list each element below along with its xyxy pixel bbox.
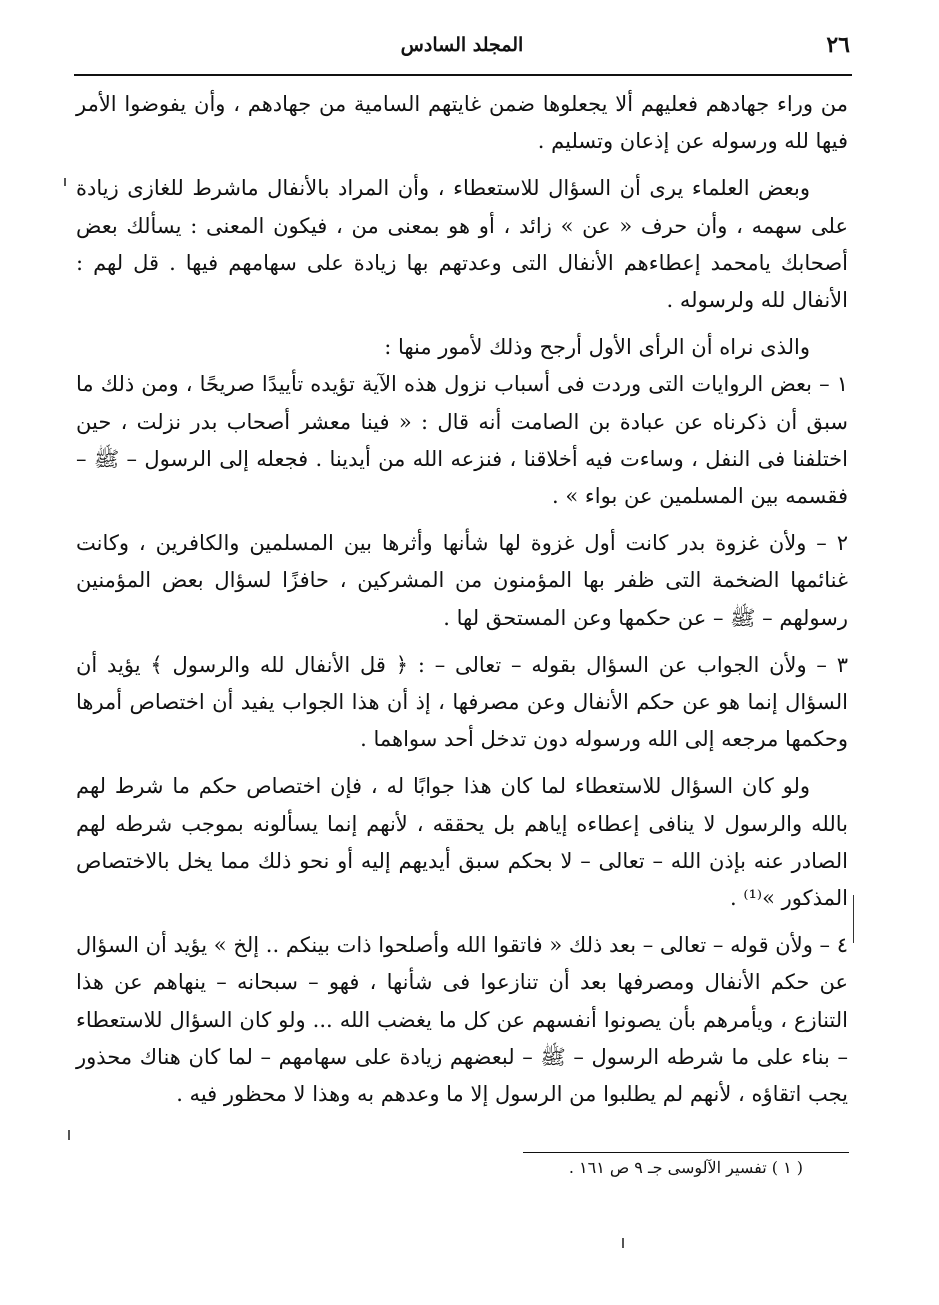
paragraph-reason-3: ٣ – ولأن الجواب عن السؤال بقوله – تعالى – : ﴿ قل الأنفال لله والرسول ﴾ يؤيد أن السؤال إنما هو عن حكم الأنفال وعن مصرفها ، إذ أن هذا الجواب يفيد أن اختصاص أمرها وحكمها مرجعه إلى الله ورسوله دون تدخل أحد سواهما . <box>76 652 848 752</box>
paragraph-preferred-view: والذى نراه أن الرأى الأول أرجح وذلك لأمور منها : <box>384 335 810 360</box>
paragraph-reason-4: ٤ – ولأن قوله – تعالى – بعد ذلك « فاتقوا الله وأصلحوا ذات بينكم .. إلخ » يؤيد أن السؤال عن حكم الأنفال ومصرفها بعد أن تنازعوا فى شأنها ، فهو – سبحانه – ينهاهم عن هذا التنازع ، ويأمرهم بأن يصونوا أنفسهم عن كل ما يغضب الله ... ولو كان السؤال للاستعطاء – بناء على ما شرطه الرسول – ﷺ – لبعضهم زيادة على سهامهم – لما كان هناك محذور يجب اتقاؤه ، لأنهم لم يطلبوا من الرسول إلا ما وعدهم به وهذا لا محظور فيه . <box>76 933 848 1107</box>
paragraph-scholars-view: وبعض العلماء يرى أن السؤال للاستعطاء ، وأن المراد بالأنفال ماشرط للغازى زيادة على سهمه ، وأن حرف « عن » زائد ، أو هو بمعنى من ، فيكون المعنى : يسألك بعض أصحابك يامحمد إعطاءهم الأنفال التى وعدتهم بها زيادة على سهامهم فيها . قل لهم : الأنفال لله ولرسوله . <box>76 176 848 313</box>
header-rule <box>74 74 852 76</box>
paragraph-gap <box>76 917 848 927</box>
paragraph-gap <box>76 637 848 647</box>
footnote: ( ١ ) تفسير الآلوسى جـ ٩ ص ١٦١ . <box>568 1158 803 1177</box>
margin-mark <box>853 895 854 943</box>
paragraph-reason-1: ١ – بعض الروايات التى وردت فى أسباب نزول هذه الآية تؤيده تأييدًا صريحًا ، ومن ذلك ما سبق أن ذكرناه عن عبادة بن الصامت أنه قال : « فينا معشر أصحاب بدر نزلت ، حين اختلفنا فى النفل ، وساءت فيه أخلاقنا ، فنزعه الله من أيدينا . فجعله إلى الرسول – ﷺ – فقسمه بين المسلمين عن بواء » . <box>76 372 848 509</box>
volume-title: المجلد السادس <box>400 34 524 56</box>
scan-speck <box>68 1130 70 1140</box>
page-body <box>76 86 848 1113</box>
scan-speck <box>622 1238 624 1248</box>
footnote-rule <box>523 1152 849 1153</box>
paragraph-gap <box>76 160 848 170</box>
scan-speck <box>64 178 66 186</box>
paragraph-gap <box>76 319 848 329</box>
paragraph-gap <box>76 758 848 768</box>
page-header <box>74 28 850 72</box>
paragraph-gap <box>76 515 848 525</box>
page-number: ٢٦ <box>826 32 850 58</box>
paragraph-intro-continuation: من وراء جهادهم فعليهم ألا يجعلوها ضمن غايتهم السامية من جهادهم ، وأن يفوضوا الأمر فيها لله ورسوله عن إذعان وتسليم . <box>76 92 848 154</box>
paragraph-quote-alusi: ولو كان السؤال للاستعطاء لما كان هذا جوابًا له ، فإن اختصاص حكم ما شرط لهم بالله والرسول لا ينافى إعطاءه إياهم بل يحققه ، لأنهم إنما يسألونه بموجب شرطه لهم الصادر عنه بإذن الله – تعالى – لا بحكم سبق أيديهم إليه أو نحو ذلك مما يخل بالاختصاص المذكور »⁽¹⁾ . <box>76 774 848 911</box>
paragraph-reason-2: ٢ – ولأن غزوة بدر كانت أول غزوة لها شأنها وأثرها بين المسلمين والكافرين ، وكانت غنائمها الضخمة التى ظفر بها المؤمنون من المشركين ، حافزًا لسؤال بعض المؤمنين رسولهم – ﷺ – عن حكمها وعن المستحق لها . <box>76 531 848 630</box>
